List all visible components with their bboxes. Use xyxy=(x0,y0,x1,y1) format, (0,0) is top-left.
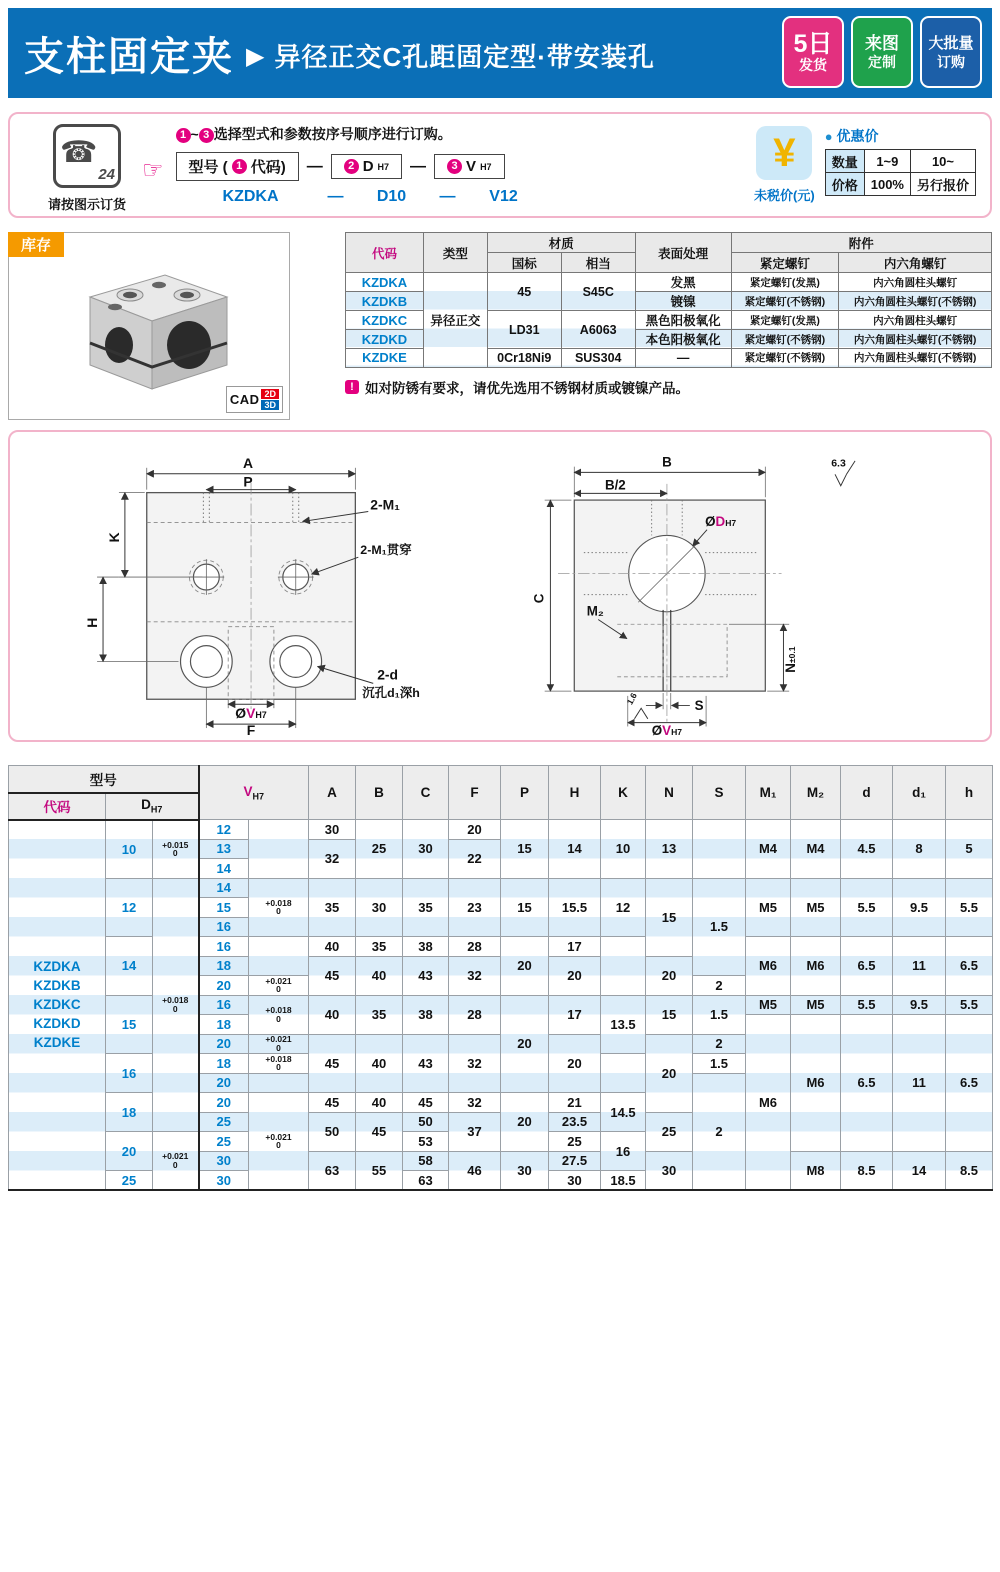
table-cell: M6 xyxy=(746,937,791,996)
table-cell: 25 xyxy=(549,1132,601,1152)
table-cell: 内六角圆柱头螺钉(不锈钢) xyxy=(839,349,992,368)
table-cell: 22 xyxy=(449,839,501,878)
table-cell: 18 xyxy=(106,1093,153,1132)
table-cell: M4 xyxy=(791,820,841,879)
svg-text:1.6: 1.6 xyxy=(624,691,639,707)
table-cell: 材质 xyxy=(487,233,635,253)
table-cell: 20 xyxy=(501,995,549,1093)
table-cell: M6 xyxy=(791,937,841,996)
svg-text:M₂: M₂ xyxy=(586,603,604,619)
table-cell: 8.5 xyxy=(841,1151,893,1190)
table-cell: 15 xyxy=(646,995,693,1034)
table-cell: 63 xyxy=(309,1151,356,1190)
table-cell: 9.5 xyxy=(893,995,946,1015)
table-cell xyxy=(601,937,646,996)
table-cell: 内六角圆柱头螺钉 xyxy=(839,273,992,292)
table-cell: 32 xyxy=(449,956,501,995)
table-cell: 50 xyxy=(403,1112,449,1132)
table-cell: 8.5 xyxy=(946,1151,993,1190)
page-subtitle: 异径正交C孔距固定型·带安装孔 xyxy=(274,41,655,72)
table-cell: 40 xyxy=(356,1093,403,1113)
table-cell: 50 xyxy=(309,1112,356,1151)
table-cell: 2 xyxy=(693,1073,746,1190)
table-cell: 代码 xyxy=(346,233,424,273)
table-cell: 20 xyxy=(501,1093,549,1152)
table-cell: 11 xyxy=(893,1015,946,1152)
table-cell: 2 xyxy=(693,976,746,996)
table-cell: 6.5 xyxy=(841,1015,893,1152)
order-example: KZDKA — D10 — V12 xyxy=(176,188,550,206)
table-cell: 黑色阳极氧化 xyxy=(635,311,731,330)
table-cell: d xyxy=(841,766,893,820)
table-cell: M6 xyxy=(791,1015,841,1152)
table-cell: 18 xyxy=(199,1054,249,1074)
table-cell: K xyxy=(601,766,646,820)
table-cell: 14.5 xyxy=(601,1093,646,1132)
table-cell: 45 xyxy=(309,956,356,995)
table-cell: KZDKE xyxy=(346,349,424,368)
table-cell: M4 xyxy=(746,820,791,879)
drawing-side-view xyxy=(493,438,923,736)
table-cell: 类型 xyxy=(423,233,487,273)
table-cell: 12 xyxy=(106,878,153,937)
table-cell: 17 xyxy=(549,995,601,1034)
table-cell: 35 xyxy=(356,995,403,1034)
svg-text:C: C xyxy=(531,593,547,604)
table-cell: 30 xyxy=(199,1171,249,1191)
table-cell: 45 xyxy=(403,1093,449,1113)
table-cell: 18 xyxy=(199,1015,249,1035)
svg-text:N±0.1: N±0.1 xyxy=(782,646,798,673)
table-cell: 30 xyxy=(309,820,356,840)
table-cell: 35 xyxy=(403,878,449,937)
circle-number-3: 3 xyxy=(447,159,462,174)
table-cell: +0.021 0 xyxy=(249,1034,309,1054)
qty-range-1: 1~9 xyxy=(864,150,910,173)
table-cell: P xyxy=(501,766,549,820)
product-image xyxy=(55,257,245,397)
table-cell: $D_{H7}$ xyxy=(106,793,199,820)
table-cell: 20 xyxy=(646,956,693,995)
alert-icon: ! xyxy=(345,380,359,394)
table-cell: 内六角圆柱头螺钉 xyxy=(839,311,992,330)
table-cell: 25 xyxy=(646,1112,693,1151)
table-cell: +0.018 0 xyxy=(249,878,309,937)
dimension-table xyxy=(8,765,993,1191)
table-cell: 14 xyxy=(199,878,249,898)
table-cell: 6.5 xyxy=(946,1015,993,1152)
table-cell: LD31 xyxy=(487,311,561,349)
table-cell: KZDKA xyxy=(346,273,424,292)
table-cell: +0.018 0 xyxy=(153,878,199,1132)
table-cell: 15 xyxy=(646,878,693,956)
table-cell: 35 xyxy=(356,937,403,957)
table-cell: 5.5 xyxy=(841,878,893,937)
table-cell: 30 xyxy=(501,1151,549,1190)
table-cell: 13 xyxy=(199,839,249,859)
svg-text:H: H xyxy=(83,617,100,628)
table-cell: 27.5 xyxy=(549,1151,601,1171)
table-cell: 5.5 xyxy=(946,995,993,1015)
circle-number-1: 1 xyxy=(232,159,247,174)
table-cell: 20 xyxy=(549,1034,601,1093)
table-cell: 28 xyxy=(449,995,501,1034)
table-cell: 16 xyxy=(601,1132,646,1171)
table-cell: C xyxy=(403,766,449,820)
table-cell: 相当 xyxy=(561,253,635,273)
telephone-icon: ☎ xyxy=(60,136,98,169)
table-cell: 2 xyxy=(693,1034,746,1054)
table-cell: 6.5 xyxy=(946,937,993,996)
table-cell: 45 xyxy=(356,1112,403,1151)
example-d-value: D10 xyxy=(376,188,407,205)
rust-note xyxy=(345,377,992,397)
table-row xyxy=(9,820,993,840)
rust-note-text: 如对防锈有要求，请优先选用不锈钢材质或镀镍产品。 xyxy=(365,380,689,396)
table-cell: 1.5 xyxy=(693,995,746,1034)
table-cell: 18 xyxy=(199,956,249,976)
d-dimension-box: 2 D H7 xyxy=(331,154,402,179)
phone-order-label: 请按图示订货 xyxy=(47,197,126,212)
table-cell: 6.5 xyxy=(841,937,893,996)
table-cell: 代码 xyxy=(9,793,106,820)
table-cell: 28 xyxy=(449,937,501,957)
table-cell: 内六角螺钉 xyxy=(839,253,992,273)
table-cell: 紧定螺钉(不锈钢) xyxy=(731,292,839,311)
table-cell: 30 xyxy=(403,820,449,879)
table-cell: 25 xyxy=(106,1171,153,1191)
table-cell: KZDKC xyxy=(346,311,424,330)
table-cell: 20 xyxy=(106,1132,153,1171)
table-cell: 5.5 xyxy=(841,995,893,1015)
table-cell: 45 xyxy=(309,1093,356,1113)
table-cell: — xyxy=(635,349,731,368)
qty-range-2: 10~ xyxy=(910,150,975,173)
order-instruction-line: 1 ~ 3 选择型式和参数按序号顺序进行订购。 xyxy=(176,124,550,144)
table-cell: 紧定螺钉(不锈钢) xyxy=(731,349,839,368)
table-cell: 55 xyxy=(356,1151,403,1190)
table-cell: 1.5 xyxy=(693,1054,746,1074)
svg-text:ØDH7: ØDH7 xyxy=(704,513,736,529)
v-dimension-box: 3 V H7 xyxy=(434,154,505,179)
svg-text:A: A xyxy=(242,454,253,471)
stock-badge: 库存 xyxy=(8,232,64,257)
table-cell: 43 xyxy=(403,956,449,995)
page-banner xyxy=(8,8,992,98)
table-cell: 紧定螺钉(发黑) xyxy=(731,311,839,330)
table-cell: h xyxy=(946,766,993,820)
table-cell: 53 xyxy=(403,1132,449,1152)
table-cell: N xyxy=(646,766,693,820)
table-cell: 35 xyxy=(309,878,356,937)
table-cell: SUS304 xyxy=(561,349,635,368)
untaxed-price-label: 未税价(元) xyxy=(754,188,815,203)
table-cell: 4.5 xyxy=(841,820,893,879)
table-cell: 30 xyxy=(549,1171,601,1191)
table-cell: KZDKA KZDKB KZDKC KZDKD KZDKE xyxy=(9,820,106,1191)
table-cell xyxy=(693,820,746,879)
product-photo-panel xyxy=(8,232,290,420)
table-cell: 16 xyxy=(199,937,249,957)
service-badges xyxy=(782,16,982,88)
order-instructions xyxy=(176,114,550,216)
table-row xyxy=(9,878,993,898)
table-cell: 紧定螺钉(发黑) xyxy=(731,273,839,292)
table-cell: 40 xyxy=(356,1034,403,1093)
table-cell xyxy=(249,937,309,976)
table-cell: 40 xyxy=(356,956,403,995)
table-cell: 40 xyxy=(309,937,356,957)
table-cell: 16 xyxy=(106,1054,153,1093)
table-cell xyxy=(249,820,309,879)
cad-3d-badge: 3D xyxy=(261,400,279,410)
table-cell: 45 xyxy=(487,273,561,311)
svg-text:S: S xyxy=(694,698,704,714)
price-panel xyxy=(754,126,976,204)
table-cell: 43 xyxy=(403,1034,449,1093)
table-cell: B xyxy=(356,766,403,820)
table-cell: M₁ xyxy=(746,766,791,820)
price-value-2: 另行报价 xyxy=(910,173,975,196)
table-cell: 异径正交 xyxy=(423,273,487,368)
badge-custom-drawing: 来图 定制 xyxy=(851,16,913,88)
table-cell: 内六角圆柱头螺钉(不锈钢) xyxy=(839,330,992,349)
table-cell: 5.5 xyxy=(946,878,993,937)
svg-text:2-d: 2-d xyxy=(376,666,398,683)
table-cell: 25 xyxy=(199,1112,249,1132)
table-cell: 紧定螺钉 xyxy=(731,253,839,273)
table-cell: 20 xyxy=(199,1093,249,1113)
table-cell: KZDKD xyxy=(346,330,424,349)
table-row xyxy=(346,233,992,253)
table-cell: M5 xyxy=(746,995,791,1015)
table-cell: 38 xyxy=(403,995,449,1034)
svg-text:沉孔d₁深h: 沉孔d₁深h xyxy=(361,686,420,701)
table-cell: 23.5 xyxy=(549,1112,601,1132)
table-cell: 23 xyxy=(449,878,501,937)
table-cell: 63 xyxy=(403,1171,449,1191)
svg-text:K: K xyxy=(105,532,122,543)
table-cell: +0.018 0 xyxy=(249,995,309,1034)
table-cell: M5 xyxy=(791,878,841,937)
table-cell: 32 xyxy=(309,839,356,878)
surface-finish-16-icon xyxy=(634,708,647,719)
table-cell: M₂ xyxy=(791,766,841,820)
svg-text:2-M₁: 2-M₁ xyxy=(369,496,400,513)
table-cell: 30 xyxy=(356,878,403,937)
table-row xyxy=(825,173,975,196)
table-cell: 发黑 xyxy=(635,273,731,292)
table-cell: M8 xyxy=(791,1151,841,1190)
table-cell: 15 xyxy=(501,878,549,937)
ordering-panel xyxy=(8,112,992,218)
table-cell: 38 xyxy=(403,937,449,957)
table-cell: 20 xyxy=(199,1034,249,1054)
table-cell: 10 xyxy=(106,820,153,879)
circle-number-3: 3 xyxy=(199,128,214,143)
table-cell: 12 xyxy=(199,820,249,840)
table-cell: +0.021 0 xyxy=(249,1093,309,1191)
table-cell: 17 xyxy=(549,937,601,957)
table-cell: 15.5 xyxy=(549,878,601,937)
material-table xyxy=(345,232,992,368)
page-title: 支柱固定夹 xyxy=(24,34,234,79)
drawing-panel xyxy=(8,430,992,742)
table-cell: 9.5 xyxy=(893,878,946,937)
table-cell: 内六角圆柱头螺钉(不锈钢) xyxy=(839,292,992,311)
qty-header: 数量 xyxy=(825,150,864,173)
table-cell: 国标 xyxy=(487,253,561,273)
table-cell: 13.5 xyxy=(601,995,646,1054)
svg-text:F: F xyxy=(246,722,255,736)
table-cell: A6063 xyxy=(561,311,635,349)
cad-download-badge[interactable]: CAD 2D 3D xyxy=(226,386,283,413)
table-row xyxy=(825,150,975,173)
table-cell: 15 xyxy=(106,995,153,1054)
circle-number-1: 1 xyxy=(176,128,191,143)
table-cell: d₁ xyxy=(893,766,946,820)
cad-2d-badge: 2D xyxy=(261,389,279,399)
table-cell: S xyxy=(693,766,746,820)
table-cell: S45C xyxy=(561,273,635,311)
svg-text:B: B xyxy=(661,454,672,470)
model-number-formula: 型号 ( 1 代码) — 2 D H7 — 3 V H7 xyxy=(176,152,550,181)
svg-text:B/2: B/2 xyxy=(604,477,626,493)
pointing-hand-icon: ☞ xyxy=(142,157,164,184)
table-cell: 镀镍 xyxy=(635,292,731,311)
discount-price-title: ● 优惠价 xyxy=(824,128,879,144)
table-cell: 20 xyxy=(199,1073,249,1093)
table-cell: 32 xyxy=(449,1093,501,1113)
table-cell: 14 xyxy=(199,859,249,879)
table-cell: 附件 xyxy=(731,233,992,253)
table-cell: A xyxy=(309,766,356,820)
table-cell: 45 xyxy=(309,1034,356,1093)
badge-bulk-order: 大批量 订购 xyxy=(920,16,982,88)
table-cell: H xyxy=(549,766,601,820)
example-v-value: V12 xyxy=(489,188,518,205)
table-cell: +0.021 0 xyxy=(249,976,309,996)
yen-icon: ¥ xyxy=(756,126,812,180)
bullet-icon: ● xyxy=(824,129,833,144)
table-cell: 8 xyxy=(893,820,946,879)
table-cell: +0.018 0 xyxy=(249,1054,309,1074)
table-cell: $V_{H7}$ xyxy=(199,766,309,820)
table-cell: M5 xyxy=(746,878,791,937)
table-cell: 型号 xyxy=(9,766,199,793)
table-cell xyxy=(249,1073,309,1093)
table-cell: 12 xyxy=(601,878,646,937)
table-cell: 本色阳极氧化 xyxy=(635,330,731,349)
table-cell: 14 xyxy=(893,1151,946,1190)
table-cell: 14 xyxy=(106,937,153,996)
table-cell: 25 xyxy=(356,820,403,879)
table-cell: 表面处理 xyxy=(635,233,731,273)
price-header: 价格 xyxy=(825,173,864,196)
table-cell: 20 xyxy=(449,820,501,840)
table-cell: 11 xyxy=(893,937,946,996)
table-cell: 10 xyxy=(601,820,646,879)
table-cell: 20 xyxy=(549,956,601,995)
table-cell: 13 xyxy=(646,820,693,879)
model-code-box: 型号 ( 1 代码) xyxy=(176,152,299,181)
table-row xyxy=(346,273,992,292)
table-cell: 16 xyxy=(199,917,249,937)
table-cell xyxy=(601,1054,646,1093)
drawing-front-view xyxy=(78,438,438,736)
phone-24h-icon: ☎ 24 xyxy=(53,124,121,188)
table-cell: 58 xyxy=(403,1151,449,1171)
example-model: KZDKA xyxy=(222,188,279,205)
table-cell: 15 xyxy=(199,898,249,918)
table-cell: 46 xyxy=(449,1151,501,1190)
svg-text:ØVH7: ØVH7 xyxy=(234,705,267,722)
table-cell: M5 xyxy=(791,995,841,1015)
table-cell: 14 xyxy=(549,820,601,879)
table-cell: 32 xyxy=(449,1034,501,1093)
table-cell: KZDKB xyxy=(346,292,424,311)
table-cell: 紧定螺钉(不锈钢) xyxy=(731,330,839,349)
table-cell: 30 xyxy=(199,1151,249,1171)
table-cell: +0.015 0 xyxy=(153,820,199,879)
svg-text:6.3: 6.3 xyxy=(830,457,846,470)
table-cell: 18.5 xyxy=(601,1171,646,1191)
phone-order-block xyxy=(32,124,142,216)
table-cell: 37 xyxy=(449,1112,501,1151)
table-cell: 20 xyxy=(199,976,249,996)
table-cell: 40 xyxy=(309,995,356,1034)
table-row xyxy=(9,766,993,793)
badge-5day-shipping: 5日 发货 xyxy=(782,16,844,88)
table-cell: 20 xyxy=(501,937,549,996)
table-cell: 16 xyxy=(199,995,249,1015)
svg-text:2-M₁贯穿: 2-M₁贯穿 xyxy=(359,543,412,558)
table-cell: 20 xyxy=(646,1034,693,1112)
table-cell: F xyxy=(449,766,501,820)
table-cell: +0.021 0 xyxy=(153,1132,199,1191)
table-cell: 25 xyxy=(199,1132,249,1152)
table-cell: 0Cr18Ni9 xyxy=(487,349,561,368)
table-cell: 30 xyxy=(646,1151,693,1190)
svg-text:ØVH7: ØVH7 xyxy=(651,723,682,736)
table-cell: 5 xyxy=(946,820,993,879)
arrow-icon: ▶ xyxy=(246,42,265,70)
circle-number-2: 2 xyxy=(344,159,359,174)
table-cell: M6 xyxy=(746,1015,791,1191)
table-cell: 21 xyxy=(549,1093,601,1113)
table-cell: 1.5 xyxy=(693,878,746,976)
price-value-1: 100% xyxy=(864,173,910,196)
svg-text:P: P xyxy=(242,473,253,490)
price-table xyxy=(825,149,976,196)
table-cell: 15 xyxy=(501,820,549,879)
